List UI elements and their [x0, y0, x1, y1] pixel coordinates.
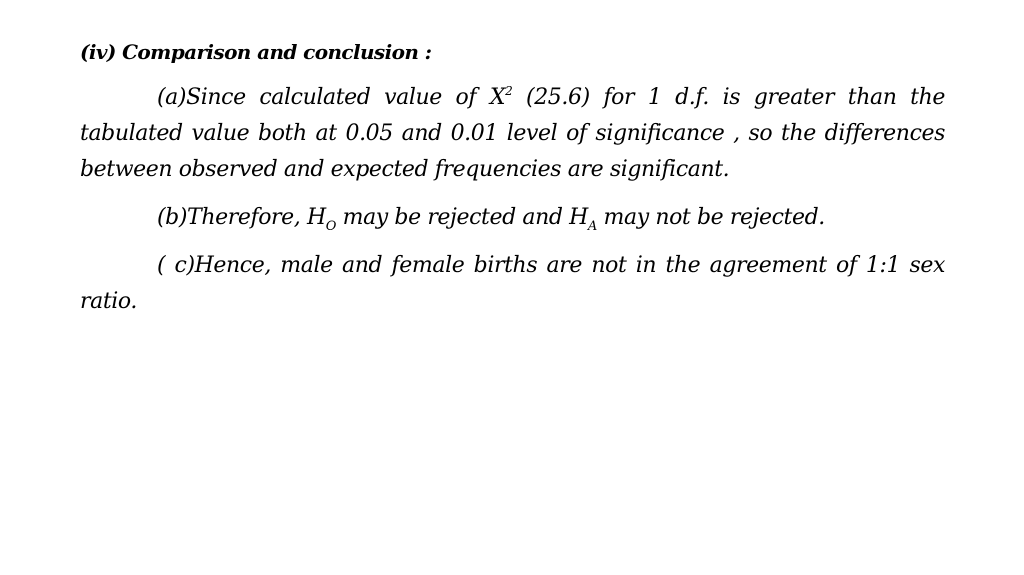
chi-square-exponent: 2 — [505, 84, 513, 98]
paragraph-c: ( c)Hence, male and female births are not in the agreement of 1:1 sex ratio. — [80, 253, 945, 314]
paragraph-a — [80, 80, 945, 188]
null-hypothesis-symbol: H — [306, 205, 326, 230]
paragraph-b-text-middle: may be rejected and — [336, 205, 570, 230]
paragraph-b-text-start: (b)Therefore, — [157, 205, 307, 230]
alt-hypothesis-symbol: H — [569, 205, 588, 230]
paragraph-a-text-start: (a)Since calculated value of — [157, 85, 490, 110]
paragraph-b-text-end: may not be rejected. — [596, 205, 825, 230]
null-hypothesis-subscript: O — [325, 219, 337, 234]
paragraph-a-text-end: (25.6) for 1 d.f. is greater than the tabulated value both at 0.05 and 0.01 level of significance , so the differences between observed and expected frequencies are significant. — [80, 85, 945, 182]
chi-square-symbol: X — [489, 85, 506, 110]
paragraph-b — [80, 200, 945, 236]
alt-hypothesis-subscript: A — [587, 219, 597, 234]
conclusion-body — [80, 80, 945, 320]
section-heading: (iv) Comparison and conclusion : — [80, 40, 432, 64]
